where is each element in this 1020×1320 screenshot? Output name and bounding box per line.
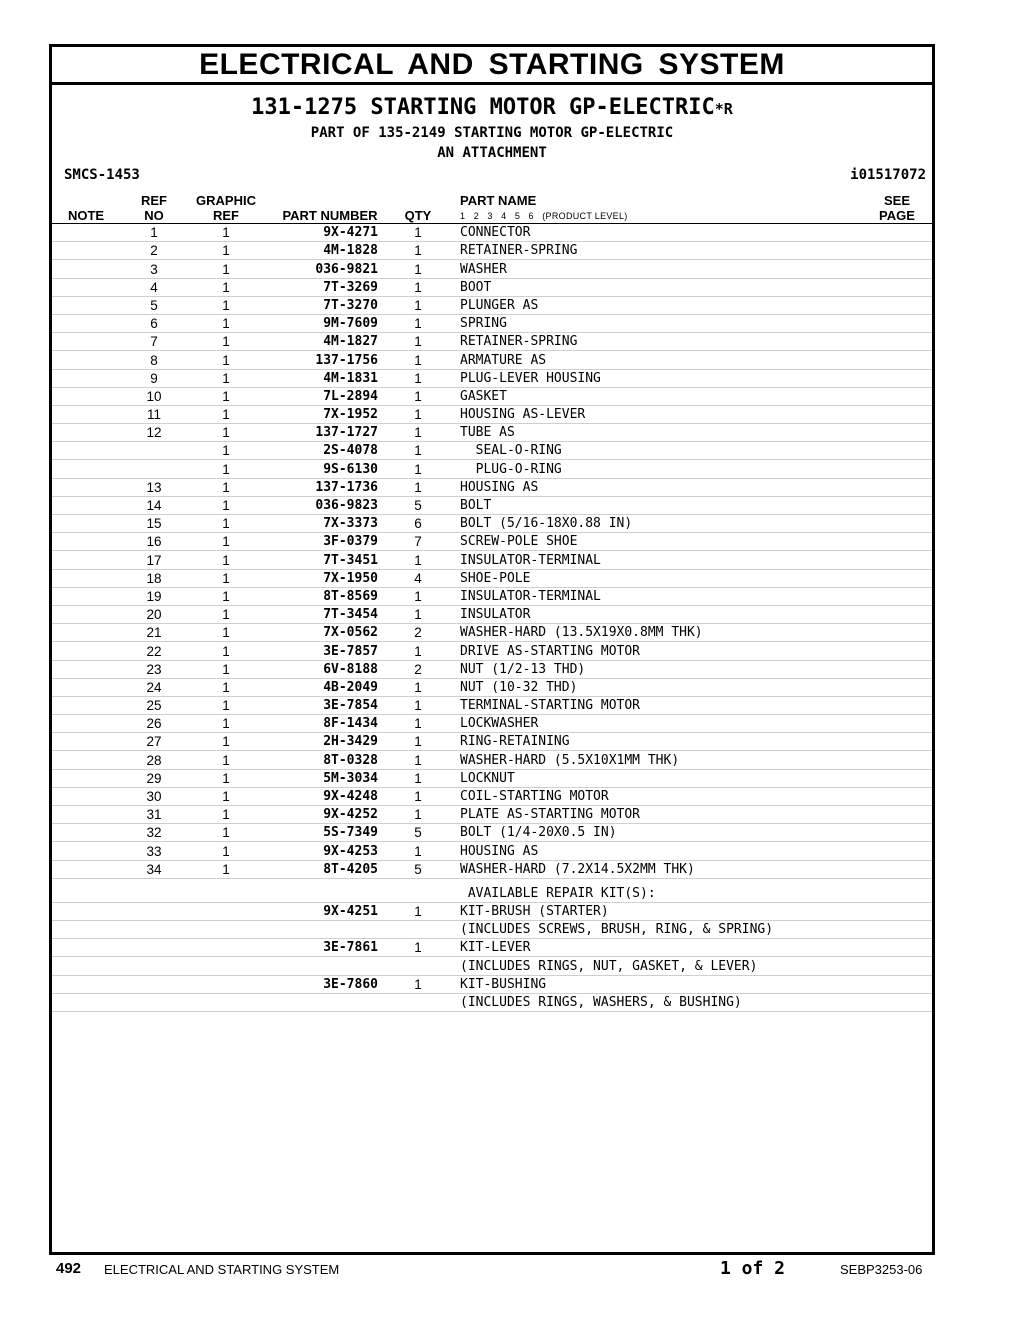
- graphic-ref-cell: 1: [222, 461, 230, 477]
- table-row: [52, 976, 932, 994]
- table-row: [52, 642, 932, 660]
- part-name-cell: CONNECTOR: [460, 225, 531, 241]
- part-name-cell: BOOT: [460, 279, 492, 295]
- part-name-cell: ARMATURE AS: [460, 352, 547, 368]
- ref-no-cell: 23: [146, 661, 162, 677]
- meta-line: [52, 167, 932, 187]
- graphic-ref-cell: 1: [222, 716, 230, 732]
- table-row: [52, 921, 932, 939]
- qty-cell: 1: [414, 388, 422, 404]
- table-row: [52, 679, 932, 697]
- part-number-cell: 7T-3269: [323, 279, 378, 295]
- graphic-ref-cell: 1: [222, 643, 230, 659]
- part-name-cell: RING-RETAINING: [460, 734, 570, 750]
- part-number-cell: 3E-7860: [323, 976, 378, 992]
- part-number-cell: 5S-7349: [323, 825, 378, 841]
- part-number-cell: 4M-1828: [323, 243, 378, 259]
- graphic-ref-cell: 1: [222, 479, 230, 495]
- group-suffix: *R: [714, 100, 733, 118]
- ref-no-cell: 20: [146, 607, 162, 623]
- ref-no-cell: 11: [146, 407, 161, 423]
- part-name-cell: KIT-BUSHING: [460, 976, 547, 992]
- page-footer: [0, 1258, 1020, 1282]
- part-name-cell: KIT-BRUSH (STARTER): [460, 903, 609, 919]
- group-title-text: 131-1275 STARTING MOTOR GP-ELECTRIC: [251, 95, 715, 120]
- part-number-cell: 137-1756: [315, 352, 378, 368]
- qty-cell: 1: [414, 225, 422, 241]
- qty-cell: 1: [414, 461, 422, 477]
- table-row: [52, 939, 932, 957]
- table-row: [52, 697, 932, 715]
- ref-no-cell: 7: [150, 334, 158, 350]
- graphic-ref-cell: 1: [222, 789, 230, 804]
- part-name-cell: GASKET: [460, 388, 507, 404]
- graphic-ref-cell: 1: [222, 225, 230, 241]
- part-number-cell: 7X-3373: [323, 516, 378, 532]
- part-number-cell: 2H-3429: [323, 734, 378, 750]
- part-number-cell: 9X-4253: [323, 843, 378, 859]
- part-number-cell: 7T-3451: [323, 552, 378, 568]
- graphic-ref-cell: 1: [222, 698, 230, 714]
- qty-cell: 1: [414, 316, 422, 332]
- part-number-cell: 8T-4205: [323, 861, 378, 877]
- ref-no-cell: 14: [146, 498, 162, 513]
- part-number-cell: 3E-7857: [323, 643, 378, 659]
- ref-no-cell: 10: [146, 388, 162, 404]
- part-number-cell: 7T-3270: [323, 297, 378, 313]
- qty-cell: 1: [414, 789, 422, 804]
- part-number-cell: 7T-3454: [323, 607, 378, 623]
- part-number-cell: 137-1727: [315, 425, 378, 441]
- ref-no-cell: 18: [146, 570, 162, 586]
- qty-cell: 1: [414, 552, 422, 568]
- part-name-cell: INSULATOR: [460, 607, 531, 623]
- table-row: [52, 333, 932, 351]
- part-number-cell: 7X-1952: [323, 407, 378, 423]
- part-number-cell: 7X-1950: [323, 570, 378, 586]
- qty-cell: 1: [414, 443, 422, 459]
- ref-no-cell: 17: [146, 552, 162, 568]
- part-number-cell: 8T-0328: [323, 752, 378, 768]
- qty-cell: 1: [414, 940, 422, 956]
- part-number-cell: 9S-6130: [323, 461, 378, 477]
- part-name-cell: PLUG-LEVER HOUSING: [460, 370, 601, 386]
- qty-cell: 1: [414, 588, 422, 604]
- table-row: [52, 661, 932, 679]
- part-name-cell: SCREW-POLE SHOE: [460, 534, 578, 550]
- ref-no-cell: 6: [150, 316, 158, 332]
- table-row: [52, 733, 932, 751]
- table-row: [52, 824, 932, 842]
- ref-no-cell: 28: [146, 752, 162, 768]
- ref-no-cell: 8: [150, 352, 158, 368]
- part-number-cell: 3E-7854: [323, 698, 378, 714]
- graphic-ref-cell: 1: [222, 807, 230, 823]
- table-row: [52, 297, 932, 315]
- part-name-cell: LOCKNUT: [460, 770, 515, 786]
- qty-cell: 1: [414, 752, 422, 768]
- graphic-ref-cell: 1: [222, 370, 230, 386]
- part-name-cell: (INCLUDES RINGS, WASHERS, & BUSHING): [460, 994, 742, 1010]
- graphic-ref-cell: 1: [222, 443, 230, 459]
- part-name-cell: RETAINER-SPRING: [460, 334, 578, 350]
- table-row: [52, 460, 932, 478]
- graphic-ref-cell: 1: [222, 661, 230, 677]
- table-row: [52, 994, 932, 1012]
- graphic-ref-cell: 1: [222, 498, 230, 513]
- part-name-cell: AVAILABLE REPAIR KIT(S):: [460, 885, 656, 901]
- ref-no-cell: 30: [146, 789, 162, 804]
- graphic-ref-cell: 1: [222, 516, 230, 532]
- page-number: 492: [56, 1260, 82, 1277]
- qty-cell: 1: [414, 607, 422, 623]
- col-part-number: PART NUMBER: [282, 208, 378, 223]
- ref-no-cell: 34: [146, 861, 162, 877]
- attachment-line: AN ATTACHMENT: [437, 145, 547, 161]
- col-product-levels: 1 2 3 4 5 6 (PRODUCT LEVEL): [460, 211, 628, 221]
- table-row: [52, 715, 932, 733]
- ref-no-cell: 5: [150, 297, 158, 313]
- col-graphic-ref-1: GRAPHIC: [196, 193, 256, 208]
- part-name-cell: BOLT (5/16-18X0.88 IN): [460, 516, 633, 532]
- part-name-cell: SHOE-POLE: [460, 570, 531, 586]
- qty-cell: 1: [414, 407, 422, 423]
- part-number-cell: 2S-4078: [323, 443, 378, 459]
- graphic-ref-cell: 1: [222, 243, 230, 259]
- part-name-cell: HOUSING AS: [460, 479, 539, 495]
- group-title: [52, 95, 932, 122]
- graphic-ref-cell: 1: [222, 588, 230, 604]
- qty-cell: 1: [414, 679, 422, 695]
- ref-no-cell: 33: [146, 843, 162, 859]
- table-row: [52, 533, 932, 551]
- smcs-code: SMCS-1453: [64, 167, 140, 183]
- part-number-cell: 9X-4248: [323, 789, 378, 804]
- part-number-cell: 7L-2894: [323, 388, 378, 404]
- ref-no-cell: 19: [146, 588, 162, 604]
- graphic-ref-cell: 1: [222, 552, 230, 568]
- part-name-cell: PLUG-O-RING: [460, 461, 562, 477]
- graphic-ref-cell: 1: [222, 843, 230, 859]
- col-ref-no-1: REF: [141, 193, 167, 208]
- part-name-cell: KIT-LEVER: [460, 940, 531, 956]
- ref-no-cell: 27: [146, 734, 162, 750]
- graphic-ref-cell: 1: [222, 752, 230, 768]
- qty-cell: 1: [414, 843, 422, 859]
- graphic-ref-cell: 1: [222, 770, 230, 786]
- graphic-ref-cell: 1: [222, 625, 230, 641]
- footer-section: ELECTRICAL AND STARTING SYSTEM: [104, 1262, 340, 1277]
- col-see-page-1: SEE: [883, 193, 910, 208]
- ref-no-cell: 16: [146, 534, 162, 550]
- graphic-ref-cell: 1: [222, 534, 230, 550]
- part-name-cell: DRIVE AS-STARTING MOTOR: [460, 643, 641, 659]
- table-row: [52, 879, 932, 903]
- qty-cell: 1: [414, 734, 422, 750]
- ref-no-cell: 15: [146, 516, 162, 532]
- table-row: [52, 624, 932, 642]
- ref-no-cell: 21: [146, 625, 162, 641]
- qty-cell: 1: [414, 903, 422, 919]
- qty-cell: 5: [414, 498, 422, 513]
- part-number-cell: 036-9823: [315, 498, 378, 513]
- graphic-ref-cell: 1: [222, 316, 230, 332]
- table-row: [52, 751, 932, 769]
- ref-no-cell: 9: [150, 370, 158, 386]
- table-row: [52, 903, 932, 921]
- table-row: [52, 424, 932, 442]
- graphic-ref-cell: 1: [222, 861, 230, 877]
- graphic-ref-cell: 1: [222, 607, 230, 623]
- ref-no-cell: 2: [150, 243, 158, 259]
- part-name-cell: HOUSING AS-LEVER: [460, 407, 586, 423]
- part-number-cell: 9X-4271: [323, 225, 378, 241]
- part-number-cell: 6V-8188: [323, 661, 378, 677]
- table-row: [52, 442, 932, 460]
- qty-cell: 1: [414, 716, 422, 732]
- ref-no-cell: 32: [146, 825, 162, 841]
- qty-cell: 1: [414, 643, 422, 659]
- part-name-cell: HOUSING AS: [460, 843, 539, 859]
- qty-cell: 1: [414, 370, 422, 386]
- part-name-cell: TERMINAL-STARTING MOTOR: [460, 698, 641, 714]
- parts-table: [52, 224, 932, 1012]
- qty-cell: 1: [414, 243, 422, 259]
- col-qty: QTY: [404, 208, 432, 223]
- graphic-ref-cell: 1: [222, 297, 230, 313]
- col-graphic-ref-2: REF: [213, 208, 239, 223]
- part-name-cell: LOCKWASHER: [460, 716, 539, 732]
- table-row: [52, 388, 932, 406]
- doc-id: SEBP3253-06: [840, 1262, 923, 1277]
- qty-cell: 6: [414, 516, 422, 532]
- part-name-cell: NUT (10-32 THD): [460, 679, 578, 695]
- qty-cell: 4: [414, 570, 422, 586]
- table-row: [52, 242, 932, 260]
- table-row: [52, 370, 932, 388]
- part-name-cell: PLATE AS-STARTING MOTOR: [460, 807, 641, 823]
- graphic-ref-cell: 1: [222, 261, 230, 277]
- qty-cell: 2: [414, 625, 422, 641]
- qty-cell: 2: [414, 661, 422, 677]
- part-name-cell: PLUNGER AS: [460, 297, 539, 313]
- ref-no-cell: 3: [150, 261, 158, 277]
- ref-no-cell: 4: [150, 279, 158, 295]
- table-row: [52, 606, 932, 624]
- part-number-cell: 036-9821: [315, 261, 378, 277]
- ref-no-cell: 1: [150, 225, 158, 241]
- qty-cell: 1: [414, 334, 422, 350]
- illustration-id: i01517072: [850, 167, 926, 183]
- part-name-cell: (INCLUDES RINGS, NUT, GASKET, & LEVER): [460, 958, 758, 974]
- part-name-cell: NUT (1/2-13 THD): [460, 661, 586, 677]
- graphic-ref-cell: 1: [222, 279, 230, 295]
- part-name-cell: SPRING: [460, 316, 507, 332]
- table-row: [52, 588, 932, 606]
- part-name-cell: INSULATOR-TERMINAL: [460, 552, 601, 568]
- part-name-cell: BOLT (1/4-20X0.5 IN): [460, 825, 617, 841]
- qty-cell: 1: [414, 770, 422, 786]
- table-row: [52, 224, 932, 242]
- table-row: [52, 479, 932, 497]
- part-number-cell: 137-1736: [315, 479, 378, 495]
- graphic-ref-cell: 1: [222, 425, 230, 441]
- part-name-cell: BOLT: [460, 498, 492, 513]
- part-number-cell: 3E-7861: [323, 940, 378, 956]
- part-name-cell: RETAINER-SPRING: [460, 243, 578, 259]
- ref-no-cell: 13: [146, 479, 162, 495]
- table-header: [52, 193, 932, 224]
- qty-cell: 1: [414, 261, 422, 277]
- ref-no-cell: 25: [146, 698, 162, 714]
- part-name-cell: WASHER: [460, 261, 507, 277]
- part-name-cell: WASHER-HARD (13.5X19X0.8MM THK): [460, 625, 703, 641]
- part-number-cell: 3F-0379: [323, 534, 378, 550]
- part-number-cell: 4B-2049: [323, 679, 378, 695]
- part-number-cell: 4M-1831: [323, 370, 378, 386]
- qty-cell: 1: [414, 352, 422, 368]
- table-row: [52, 842, 932, 860]
- page-title: ELECTRICAL AND STARTING SYSTEM: [52, 47, 932, 85]
- qty-cell: 1: [414, 479, 422, 495]
- part-number-cell: 9X-4251: [323, 903, 378, 919]
- table-row: [52, 315, 932, 333]
- part-number-cell: 9M-7609: [323, 316, 378, 332]
- qty-cell: 1: [414, 976, 422, 992]
- part-name-cell: WASHER-HARD (7.2X14.5X2MM THK): [460, 861, 695, 877]
- qty-cell: 1: [414, 297, 422, 313]
- col-ref-no-2: NO: [144, 208, 164, 223]
- table-row: [52, 515, 932, 533]
- graphic-ref-cell: 1: [222, 570, 230, 586]
- ref-no-cell: 12: [146, 425, 162, 441]
- col-part-name: PART NAME: [460, 193, 537, 208]
- graphic-ref-cell: 1: [222, 388, 230, 404]
- part-number-cell: 7X-0562: [323, 625, 378, 641]
- ref-no-cell: 29: [146, 770, 162, 786]
- table-row: [52, 570, 932, 588]
- col-see-page-2: PAGE: [879, 208, 915, 223]
- part-number-cell: 5M-3034: [323, 770, 378, 786]
- graphic-ref-cell: 1: [222, 407, 230, 423]
- table-row: [52, 279, 932, 297]
- table-row: [52, 788, 932, 806]
- graphic-ref-cell: 1: [222, 334, 230, 350]
- part-name-cell: (INCLUDES SCREWS, BRUSH, RING, & SPRING): [460, 922, 774, 938]
- graphic-ref-cell: 1: [222, 679, 230, 695]
- graphic-ref-cell: 1: [222, 825, 230, 841]
- qty-cell: 1: [414, 698, 422, 714]
- table-row: [52, 406, 932, 424]
- table-row: [52, 770, 932, 788]
- part-number-cell: 9X-4252: [323, 807, 378, 823]
- part-number-cell: 8T-8569: [323, 588, 378, 604]
- graphic-ref-cell: 1: [222, 734, 230, 750]
- table-row: [52, 497, 932, 515]
- table-row: [52, 806, 932, 824]
- part-name-cell: WASHER-HARD (5.5X10X1MM THK): [460, 752, 680, 768]
- table-row: [52, 351, 932, 369]
- page-of: 1 of 2: [720, 1258, 786, 1279]
- part-name-cell: INSULATOR-TERMINAL: [460, 588, 601, 604]
- table-row: [52, 957, 932, 975]
- page-frame: [49, 44, 935, 1255]
- table-row: [52, 551, 932, 569]
- qty-cell: 1: [414, 425, 422, 441]
- qty-cell: 5: [414, 861, 422, 877]
- part-of-line: PART OF 135-2149 STARTING MOTOR GP-ELECTRIC: [310, 125, 674, 141]
- ref-no-cell: 31: [146, 807, 162, 823]
- part-name-cell: SEAL-O-RING: [460, 443, 562, 459]
- ref-no-cell: 24: [146, 679, 162, 695]
- part-number-cell: 4M-1827: [323, 334, 378, 350]
- ref-no-cell: 22: [146, 643, 162, 659]
- graphic-ref-cell: 1: [222, 352, 230, 368]
- qty-cell: 1: [414, 279, 422, 295]
- part-number-cell: 8F-1434: [323, 716, 378, 732]
- table-row: [52, 861, 932, 879]
- qty-cell: 1: [414, 807, 422, 823]
- table-row: [52, 260, 932, 278]
- col-note: NOTE: [67, 208, 105, 223]
- qty-cell: 5: [414, 825, 422, 841]
- part-name-cell: COIL-STARTING MOTOR: [460, 789, 609, 804]
- part-name-cell: TUBE AS: [460, 425, 515, 441]
- qty-cell: 7: [414, 534, 422, 550]
- ref-no-cell: 26: [146, 716, 162, 732]
